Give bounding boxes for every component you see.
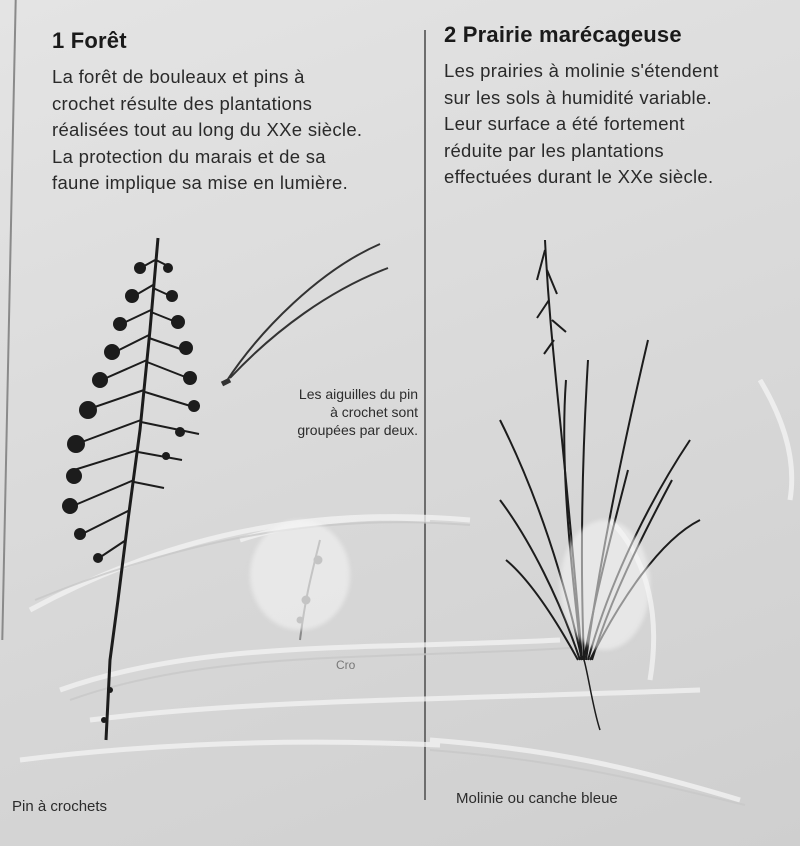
text-line: effectuées durant le XXe siècle. <box>444 166 714 187</box>
caption-line: à crochet sont <box>330 404 418 420</box>
caption-line: groupées par deux. <box>297 422 418 438</box>
text-line: La forêt de bouleaux et pins à <box>52 66 305 87</box>
molinia-caption: Molinie ou canche bleue <box>456 790 618 807</box>
section-text <box>444 58 794 191</box>
section-wet-meadow <box>444 22 794 191</box>
text-line: crochet résulte des plantations <box>52 92 313 114</box>
paint-scuff <box>250 520 350 630</box>
paint-scuff <box>560 520 650 650</box>
section-text <box>52 64 412 197</box>
text-line: Leur surface a été fortement <box>444 113 685 134</box>
section-title: 2 Prairie marécageuse <box>444 22 682 47</box>
text-line: réalisées tout au long du XXe siècle. <box>52 119 363 140</box>
pine-caption: Pin à crochets <box>12 798 108 815</box>
pine-tree-drawing <box>62 238 200 740</box>
section-title: 1 Forêt <box>52 28 127 53</box>
text-line: Les prairies à molinie s'étendent <box>444 60 719 81</box>
caption-line: Les aiguilles du pin <box>298 386 418 402</box>
text-line: réduite par les plantations <box>444 139 664 161</box>
scratch-marks <box>20 380 792 800</box>
molinia-grass-drawing <box>500 240 700 730</box>
needles-caption <box>258 385 418 439</box>
pine-needles-drawing <box>222 244 388 384</box>
text-line: faune implique sa mise en lumière. <box>52 172 349 193</box>
text-line: sur les sols à humidité variable. <box>444 86 712 108</box>
section-forest <box>52 28 412 197</box>
faded-caption-fragment: Cro <box>336 658 356 672</box>
text-line: La protection du marais et de sa <box>52 145 326 167</box>
